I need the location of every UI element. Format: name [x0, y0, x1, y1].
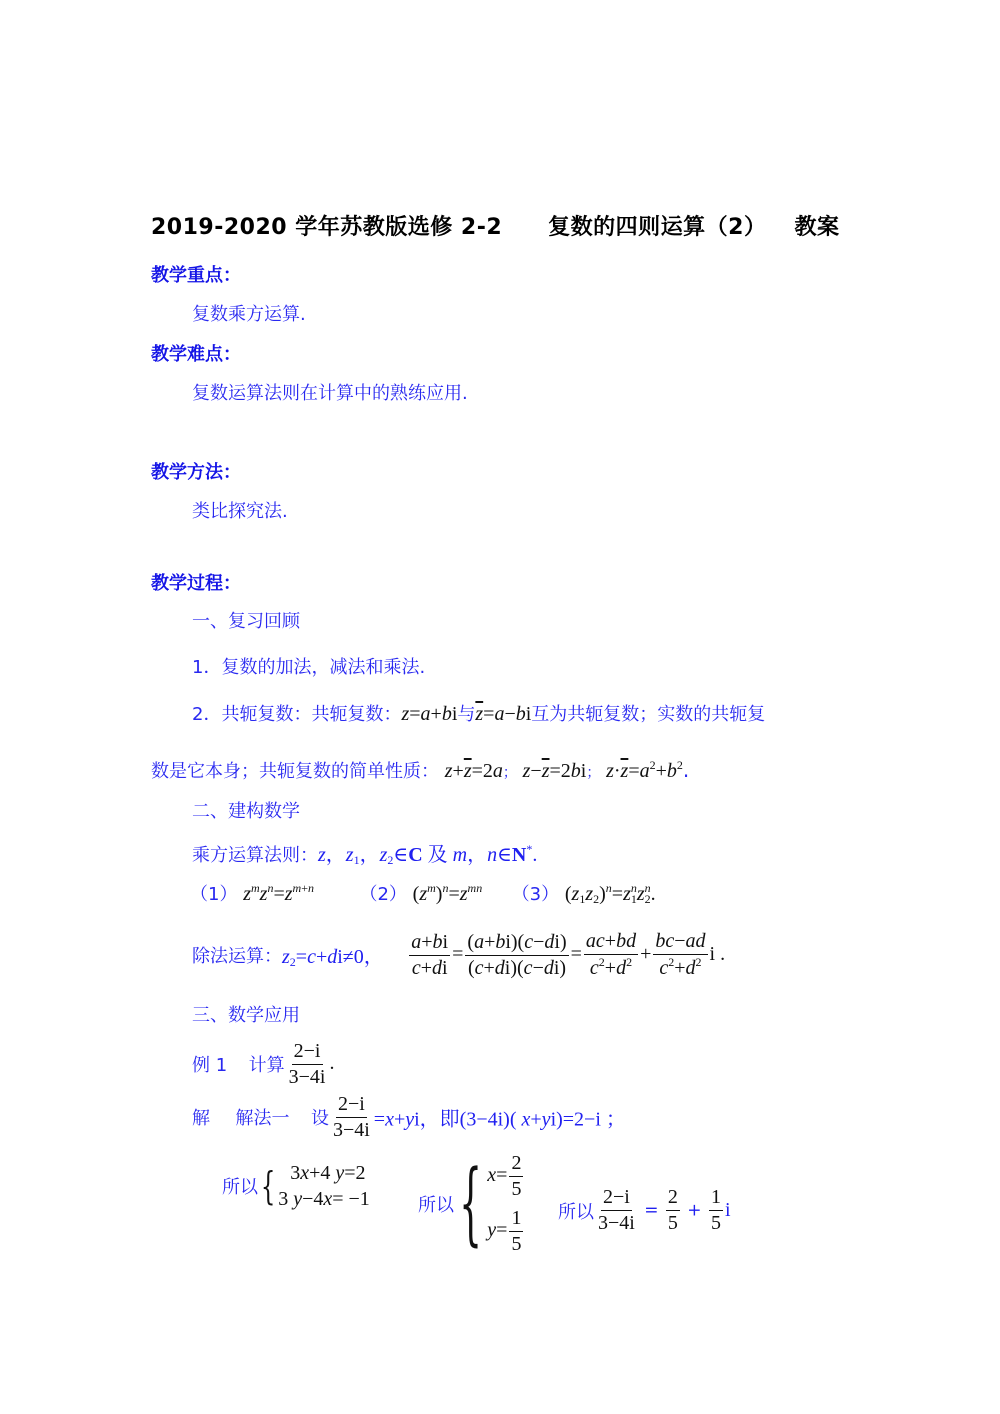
result-group [558, 1186, 731, 1235]
equation-system-2 [487, 1152, 525, 1256]
method-label: 解法一 [235, 1108, 290, 1130]
y-denominator: 5 [511, 1233, 522, 1255]
property-product: $z\cdot\overline{z}=a^2+b^2$ [606, 758, 683, 782]
x-solution: x= $\frac{2}{5}$ [487, 1152, 522, 1200]
result-imag-denominator: 5 [710, 1212, 721, 1234]
set-fraction [329, 1093, 374, 1141]
so-label: 所以 [222, 1177, 258, 1198]
fraction-denominator: 3−4i [288, 1066, 326, 1088]
rule-1-label: （1） [190, 884, 238, 905]
rule-3-label: （3） [511, 884, 560, 905]
fraction-numerator: 2−i [336, 1093, 367, 1118]
review-item-2-suffix: 互为共轭复数；实数的共轭复 [531, 704, 766, 725]
power-rules-label: 乘方运算法则： [192, 845, 318, 866]
so-label: 所以 [558, 1201, 594, 1223]
review-item-2-prefix: 2．共轭复数：共轭复数： [192, 704, 402, 725]
difficulty-heading: 教学难点： [151, 344, 241, 365]
title-type: 教案 [794, 215, 840, 240]
title-course: 2019-2020 学年苏教版选修 2-2 [151, 215, 503, 240]
example-prompt: 计算 [248, 1055, 285, 1077]
rule-2: $(z^m)^n=z^{mn}$ [412, 881, 483, 905]
power-rules-list [190, 880, 656, 907]
division-condition: $z_2=c+di\ne 0$， [282, 946, 384, 969]
key-point-heading: 教学重点： [151, 265, 241, 286]
fraction-numerator: 2−i [292, 1040, 323, 1065]
power-rules-vars: z，$z_1$，$z_2\in C$ 及 m，n∈N*. [318, 842, 538, 867]
part2-heading: 二、建构数学 [192, 801, 300, 822]
result-lhs-numerator: 2−i [601, 1186, 632, 1211]
process-heading: 教学过程： [151, 573, 241, 594]
system-1-eq-2: 3 y−4x= −1 [278, 1188, 370, 1210]
set-equation: =x+yi，即(3−4i)( x+yi)=2−i ； [373, 1108, 626, 1131]
property-sum: $z+\overline{z}=2a$ [444, 760, 503, 782]
example-fraction: $\frac{2-i}{3-4i}$ . [288, 1040, 335, 1088]
conjugate-formula-1: z=a+bi [401, 703, 458, 725]
division-line [192, 930, 725, 980]
review-item-2 [192, 700, 765, 726]
rule-2-label: （2） [359, 884, 407, 905]
y-solution: y= $\frac{1}{5}$ [487, 1207, 522, 1255]
x-numerator: 2 [509, 1152, 523, 1177]
method-heading: 教学方法： [151, 462, 241, 483]
solution-line [192, 1093, 626, 1142]
system-2-group [418, 1152, 525, 1256]
power-rules-line [192, 838, 537, 868]
review-item-1: 1．复数的加法，减法和乘法. [192, 657, 426, 678]
left-brace-icon: { [459, 1151, 483, 1256]
division-formula: $\frac{a+bi}{c+di}$ = $\frac{(a+bi)(c-di)}{(c+di)(c-di)}$ = $\frac{ac+bd}{c^2+d^2}$ + $\frac{bc-ad}{c^2+d^2}$ i . [411, 930, 726, 979]
solution-label: 解 [192, 1108, 210, 1130]
example-1 [192, 1040, 335, 1089]
result-real-numerator: 2 [666, 1186, 680, 1211]
system-1-eq-1: 3x+4 y=2 [290, 1162, 366, 1184]
result-lhs-denominator: 3−4i [598, 1212, 635, 1234]
rule-3: $(z_1z_2)^n=z_1^nz_2^n$. [564, 881, 656, 906]
part3-heading: 三、数学应用 [192, 1005, 300, 1026]
connector-text: 与 [457, 704, 476, 725]
properties-label: 数是它本身；共轭复数的简单性质： [151, 761, 439, 782]
equation-system-1 [278, 1160, 370, 1212]
y-numerator: 1 [509, 1207, 523, 1232]
method-text: 类比探究法. [192, 501, 288, 522]
title-topic: 复数的四则运算（2） [548, 215, 767, 240]
result-imag-numerator: 1 [709, 1186, 723, 1211]
system-1-group [222, 1160, 370, 1212]
left-brace-icon: { [260, 1164, 276, 1208]
result-formula: $\frac{2-i}{3-4i}$ = $\frac{2}{5}$ + $\frac{1}{5}$ i [598, 1186, 731, 1234]
key-point-text: 复数乘方运算. [192, 304, 306, 325]
example-label: 例 1 [192, 1055, 228, 1077]
property-diff: $z-\overline{z}=2bi$ [522, 760, 587, 782]
difficulty-text: 复数运算法则在计算中的熟练应用. [192, 383, 468, 404]
review-item-2-line2: 数是它本身；共轭复数的简单性质： $z+\overline{z}=2a$； $z-\overline{z}=2bi$； $z\cdot\overline{z}=a^2+b^2$. [151, 758, 690, 782]
conjugate-formula-2: $\overline{z}=a-bi$ [475, 703, 532, 725]
rule-1: $z^mz^n=z^{m+n}$ [243, 881, 314, 905]
so-label: 所以 [418, 1195, 454, 1216]
x-denominator: 5 [511, 1178, 522, 1200]
division-label: 除法运算： [192, 946, 282, 967]
document-title [151, 210, 840, 241]
result-real-denominator: 5 [667, 1212, 678, 1234]
fraction-denominator: 3−4i [332, 1119, 370, 1141]
set-label: 设 [310, 1108, 329, 1130]
part1-heading: 一、复习回顾 [192, 611, 300, 632]
